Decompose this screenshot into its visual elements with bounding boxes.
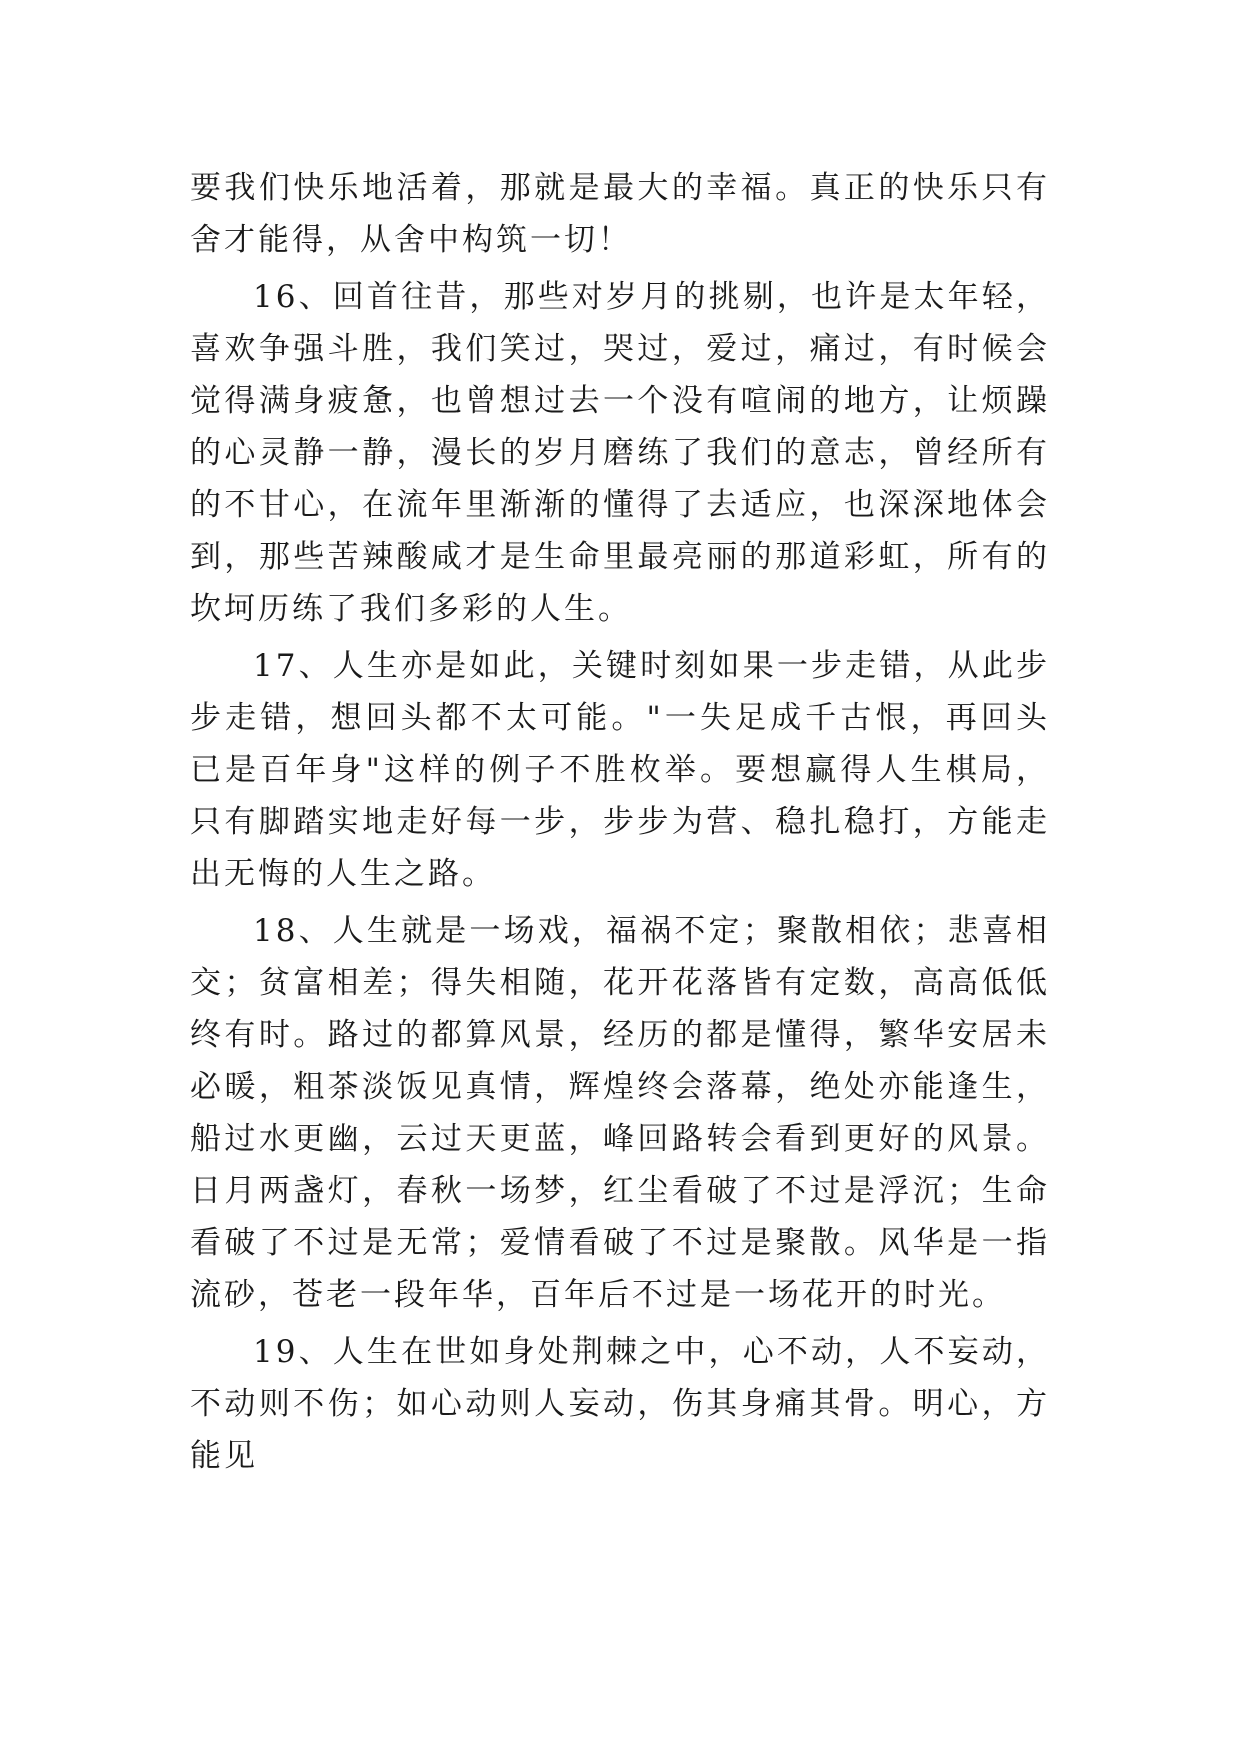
paragraph-19: 19、人生在世如身处荆棘之中，心不动，人不妄动，不动则不伤；如心动则人妄动，伤其身痛其骨。明心，方能见 [190,1334,1050,1474]
paragraph-17: 17、人生亦是如此，关键时刻如果一步走错，从此步步走错，想回头都不太可能。"一失足成千古恨，再回头已是百年身"这样的例子不胜枚举。要想赢得人生棋局，只有脚踏实地走好每一步，步步为营、稳扎稳打，方能走出无悔的人生之路。 [190,648,1050,892]
paragraph-18: 18、人生就是一场戏，福祸不定；聚散相依；悲喜相交；贫富相差；得失相随，花开花落皆有定数，高高低低终有时。路过的都算风景，经历的都是懂得，繁华安居未必暖，粗茶淡饭见真情，辉煌终会落幕，绝处亦能逢生，船过水更幽，云过天更蓝，峰回路转会看到更好的风景。日月两盏灯，春秋一场梦，红尘看破了不过是浮沉；生命看破了不过是无常；爱情看破了不过是聚散。风华是一指流砂，苍老一段年华，百年后不过是一场花开的时光。 [190,913,1050,1313]
paragraph-continued: 要我们快乐地活着，那就是最大的幸福。真正的快乐只有舍才能得，从舍中构筑一切！ [190,170,1050,258]
paragraph-16: 16、回首往昔，那些对岁月的挑剔，也许是太年轻，喜欢争强斗胜，我们笑过，哭过，爱过，痛过，有时候会觉得满身疲惫，也曾想过去一个没有喧闹的地方，让烦躁的心灵静一静，漫长的岁月磨练了我们的意志，曾经所有的不甘心，在流年里渐渐的懂得了去适应，也深深地体会到，那些苦辣酸咸才是生命里最亮丽的那道彩虹，所有的坎坷历练了我们多彩的人生。 [190,279,1050,627]
document-body [190,162,1050,1482]
